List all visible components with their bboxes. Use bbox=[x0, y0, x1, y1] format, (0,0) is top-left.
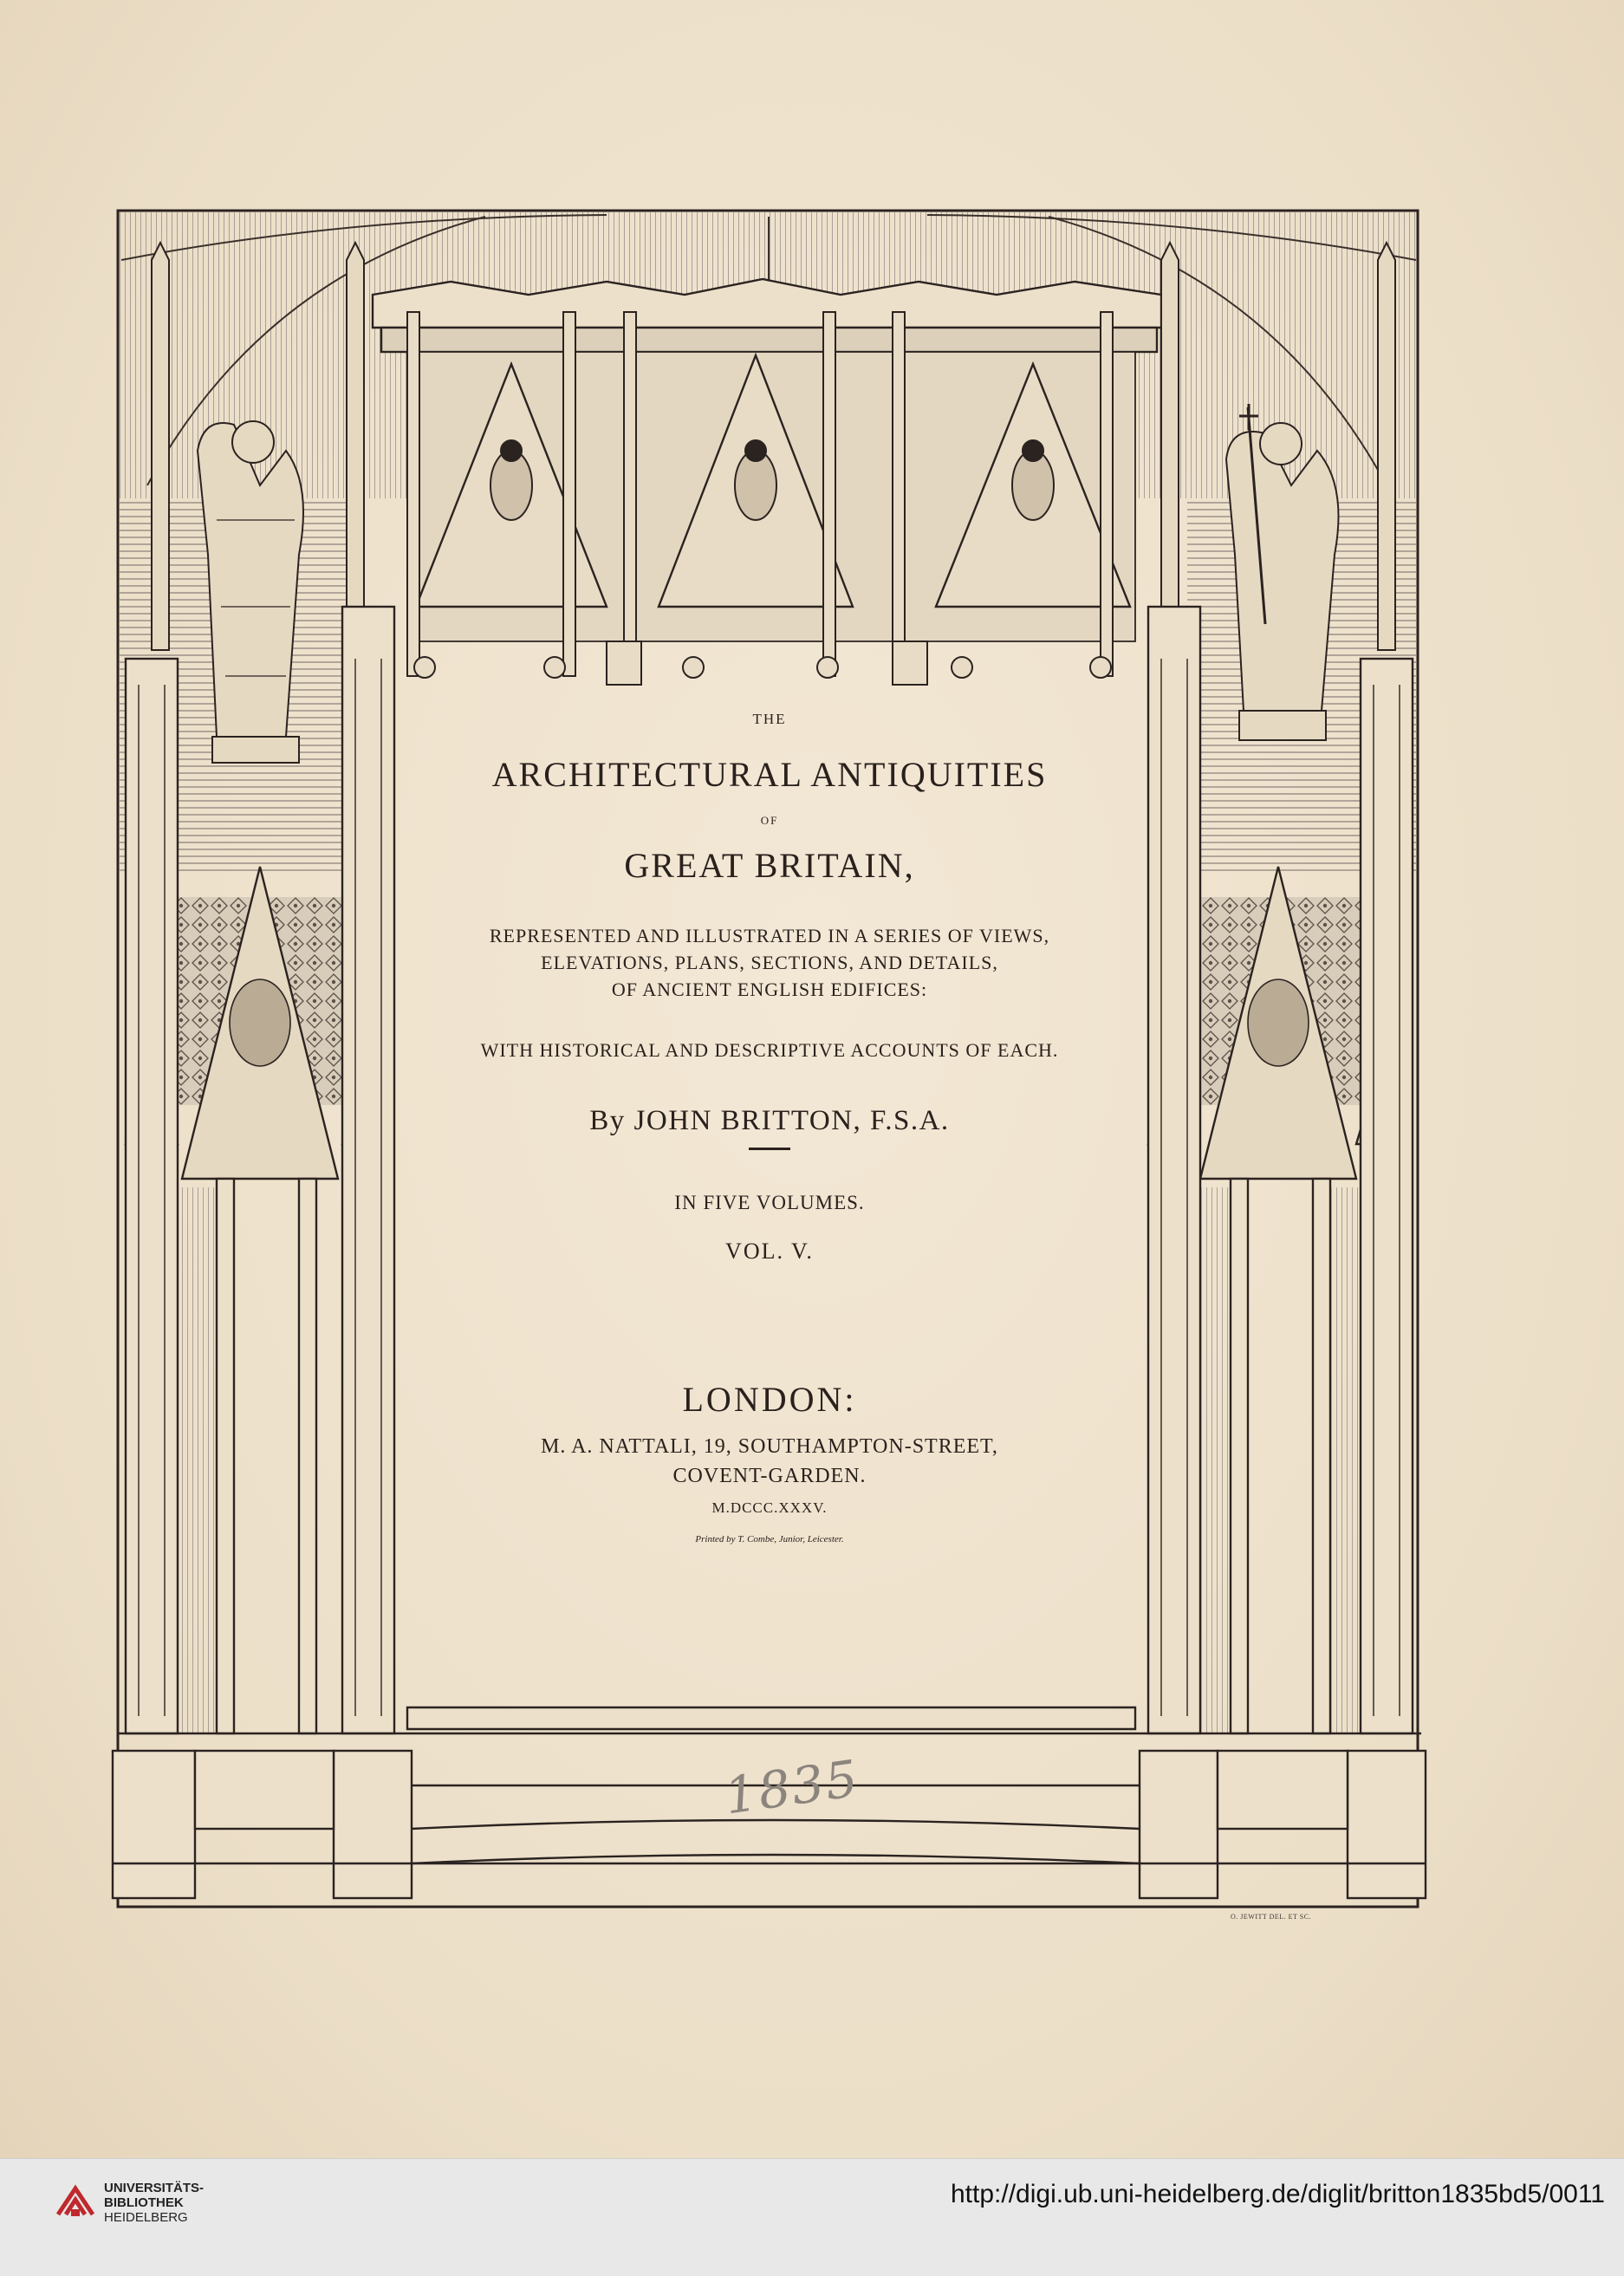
title-the: THE bbox=[752, 711, 787, 727]
printer-line: Printed by T. Combe, Junior, Leicester. bbox=[695, 1534, 844, 1544]
main-title: ARCHITECTURAL ANTIQUITIES bbox=[491, 755, 1048, 794]
imprint-place: LONDON: bbox=[682, 1380, 857, 1419]
volumes-line: IN FIVE VOLUMES. bbox=[674, 1192, 865, 1213]
permalink-url[interactable]: http://digi.ub.uni-heidelberg.de/diglit/britton1835bd5/0011 bbox=[950, 2180, 1605, 2208]
title-block bbox=[388, 711, 1151, 1544]
library-name-line: BIBLIOTHEK bbox=[104, 2195, 184, 2210]
description-line: WITH HISTORICAL AND DESCRIPTIVE ACCOUNTS OF EACH. bbox=[480, 1039, 1059, 1061]
subtitle-line: REPRESENTED AND ILLUSTRATED IN A SERIES OF VIEWS, bbox=[489, 925, 1050, 946]
subtitle bbox=[388, 922, 1151, 1003]
title-of: OF bbox=[760, 814, 779, 827]
publisher bbox=[388, 1432, 1151, 1491]
handwritten-year: 1835 bbox=[721, 1748, 863, 1826]
author-line: By JOHN BRITTON, F.S.A. bbox=[589, 1105, 950, 1136]
viewer-footer bbox=[0, 2158, 1624, 2276]
title-country: GREAT BRITAIN, bbox=[624, 846, 915, 885]
library-logo-icon[interactable] bbox=[54, 2180, 97, 2223]
imprint-year: M.DCCC.XXXV. bbox=[711, 1499, 828, 1516]
subtitle-line: OF ANCIENT ENGLISH EDIFICES: bbox=[611, 979, 928, 1000]
volume-number: VOL. V. bbox=[725, 1239, 814, 1264]
subtitle-line: ELEVATIONS, PLANS, SECTIONS, AND DETAILS, bbox=[541, 952, 998, 973]
library-name[interactable] bbox=[104, 2181, 204, 2225]
publisher-line: M. A. NATTALI, 19, SOUTHAMPTON-STREET, bbox=[541, 1435, 998, 1458]
library-name-line: UNIVERSITÄTS- bbox=[104, 2181, 205, 2195]
author-rule bbox=[749, 1148, 790, 1150]
engraver-credit: O. JEWITT DEL. ET SC. bbox=[1231, 1913, 1312, 1921]
publisher-line: COVENT-GARDEN. bbox=[672, 1465, 867, 1487]
library-name-line: HEIDELBERG bbox=[104, 2210, 188, 2225]
